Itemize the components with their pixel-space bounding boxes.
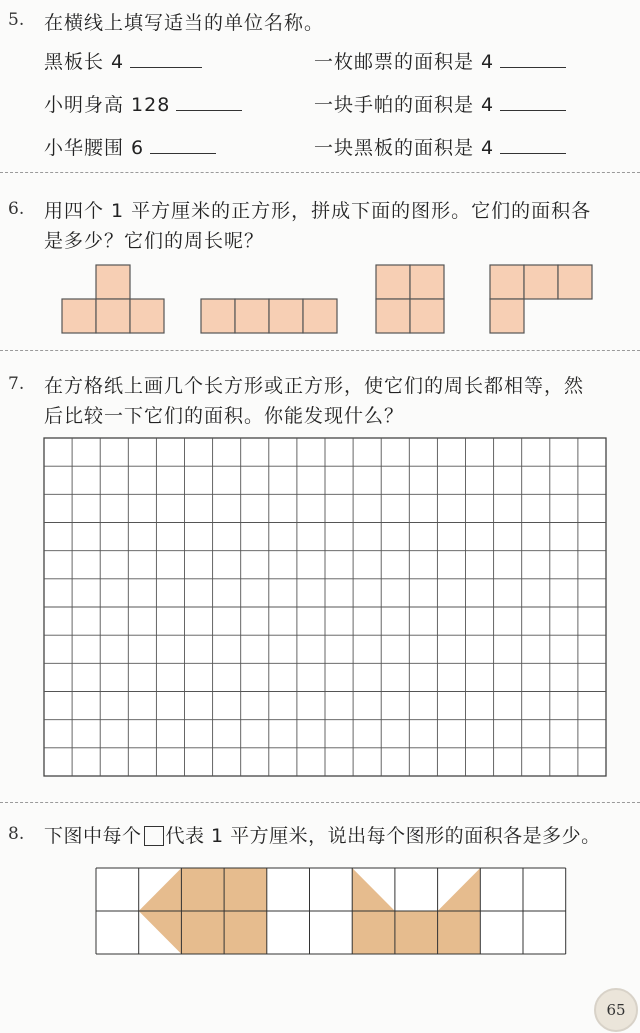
answer-blank[interactable]	[500, 152, 566, 154]
q5-item-1: 黑板长 4	[44, 47, 202, 74]
unit-square	[62, 299, 96, 333]
unit-square	[376, 299, 410, 333]
q6-number: 6.	[8, 199, 25, 219]
q7-line-1: 在方格纸上画几个长方形或正方形，使它们的周长都相等，然	[44, 375, 585, 397]
answer-blank[interactable]	[176, 109, 242, 111]
q6-line-1: 用四个 1 平方厘米的正方形，拼成下面的图形。它们的面积各	[44, 200, 592, 222]
section-divider	[0, 802, 640, 803]
unit-square	[524, 265, 558, 299]
answer-blank[interactable]	[500, 66, 566, 68]
q8-prompt: 下图中每个 代表 1 平方厘米，说出每个图形的面积各是多少。	[44, 825, 601, 847]
answer-blank[interactable]	[500, 109, 566, 111]
q8-number: 8.	[8, 824, 25, 844]
q5-prompt: 在横线上填写适当的单位名称。	[44, 12, 325, 34]
unit-square	[303, 299, 337, 333]
unit-square	[410, 265, 444, 299]
unit-square	[201, 299, 235, 333]
unit-square	[269, 299, 303, 333]
unit-square	[130, 299, 164, 333]
page-number: 65	[594, 988, 638, 1032]
unit-square	[96, 299, 130, 333]
q5-item-6: 一块黑板的面积是 4	[314, 133, 566, 160]
section-divider	[0, 172, 640, 173]
unit-square	[490, 299, 524, 333]
q6-shapes	[0, 255, 640, 340]
q5-item-2: 一枚邮票的面积是 4	[314, 47, 566, 74]
q6-figure-2	[201, 299, 337, 333]
unit-square	[235, 299, 269, 333]
unit-square	[558, 265, 592, 299]
q8-figure	[94, 866, 570, 956]
unit-square	[410, 299, 444, 333]
q6-figure-3	[376, 265, 444, 333]
q6-figure-4	[490, 265, 592, 333]
q6-figure-1	[62, 265, 164, 333]
q5-item-4: 一块手帕的面积是 4	[314, 90, 566, 117]
q7-line-2: 后比较一下它们的面积。你能发现什么？	[44, 405, 405, 427]
graph-paper-grid[interactable]	[42, 436, 608, 778]
q6-line-2: 是多少？它们的周长呢？	[44, 230, 265, 252]
unit-square	[376, 265, 410, 299]
answer-blank[interactable]	[150, 152, 216, 154]
unit-square-icon	[144, 826, 164, 846]
answer-blank[interactable]	[130, 66, 202, 68]
q5-item-5: 小华腰围 6	[44, 133, 216, 160]
unit-square	[96, 265, 130, 299]
q5-item-3: 小明身高 128	[44, 90, 242, 117]
section-divider	[0, 350, 640, 351]
q5-number: 5.	[8, 10, 25, 30]
q7-number: 7.	[8, 374, 25, 394]
unit-square	[490, 265, 524, 299]
